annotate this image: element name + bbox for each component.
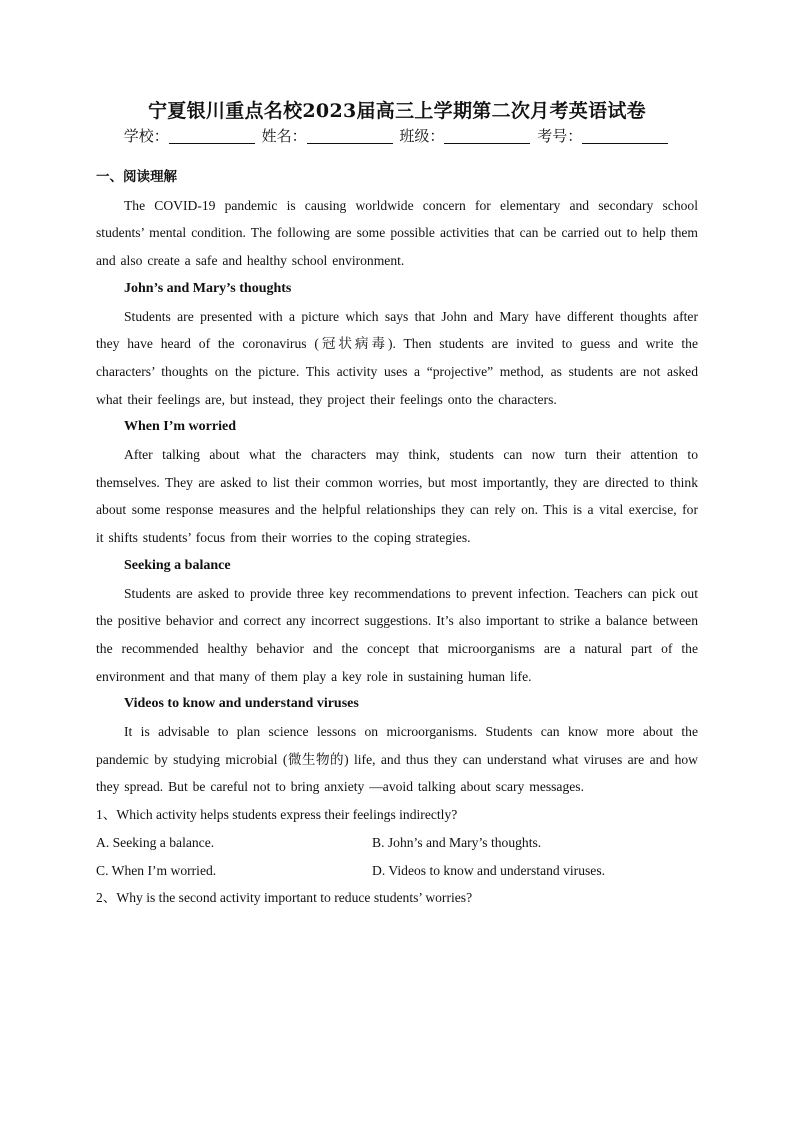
section-heading: 一、阅读理解 bbox=[96, 169, 177, 185]
option-b: B. John’s and Mary’s thoughts. bbox=[372, 834, 542, 850]
reading-section bbox=[96, 164, 698, 912]
part-heading: Seeking a balance bbox=[124, 557, 231, 573]
option-d: D. Videos to know and understand viruses. bbox=[372, 862, 606, 878]
option-row bbox=[96, 829, 698, 857]
part-text: Students are asked to provide three key recommendations to prevent infection. Teachers can pick out the positive behavior and correct any incorrect suggestions. It’s also important to strike a balance between the recommended healthy behavior and the concept that microorganisms are a natural part of the environment and that many of them play a key role in sustaining human life. bbox=[96, 585, 698, 684]
question-stem: 1、Which activity helps students express their feelings indirectly? bbox=[96, 807, 458, 823]
option-a: A. Seeking a balance. bbox=[96, 834, 215, 850]
question-stem: 2、Why is the second activity important to reduce students’ worries? bbox=[96, 890, 473, 906]
part-text: It is advisable to plan science lessons on microorganisms. Students can know more about the pandemic by studying microbial (微生物的) life, and thus they can understand what viruses are and how they spread. But be careful not to bring anxiety —avoid talking about scary messages. bbox=[96, 724, 698, 795]
school-label: 学校： bbox=[123, 127, 169, 145]
class-label: 班级： bbox=[399, 127, 445, 145]
class-blank bbox=[444, 129, 530, 144]
part-text: After talking about what the characters may think, students can now turn their attention to themselves. They are asked to list their common worries, but most importantly, they are directed to think about some response measures and the helpful relationships they can rely on. This is a vital exercise, for it shifts students’ focus from their worries to the coping strategies. bbox=[96, 447, 698, 546]
name-label: 姓名： bbox=[261, 127, 307, 145]
option-row bbox=[96, 857, 698, 885]
part-heading: When I’m worried bbox=[124, 419, 236, 435]
part-heading: John’s and Mary’s thoughts bbox=[124, 280, 292, 296]
exam-title: 宁夏银川重点名校2023届高三上学期第二次月考英语试卷 bbox=[148, 100, 646, 122]
name-blank bbox=[307, 129, 393, 144]
exam-number-blank bbox=[582, 129, 668, 144]
option-c: C. When I’m worried. bbox=[96, 862, 217, 878]
part-text: Students are presented with a picture which says that John and Mary have different thoughts after they have heard of the coronavirus (冠状病毒). Then students are invited to guess and write the characters’ thoughts on the picture. This activity uses a “projective” method, as students are not asked what their feelings are, but instead, they project their feelings onto the characters. bbox=[96, 308, 698, 407]
part-heading: Videos to know and understand viruses bbox=[124, 696, 359, 712]
student-info-line bbox=[0, 125, 794, 146]
intro-paragraph: The COVID-19 pandemic is causing worldwide concern for elementary and secondary school students’ mental condition. The following are some possible activities that can be carried out to help them and also create a safe and healthy school environment. bbox=[96, 197, 698, 269]
school-blank bbox=[169, 129, 255, 144]
exam-number-label: 考号： bbox=[537, 127, 583, 145]
